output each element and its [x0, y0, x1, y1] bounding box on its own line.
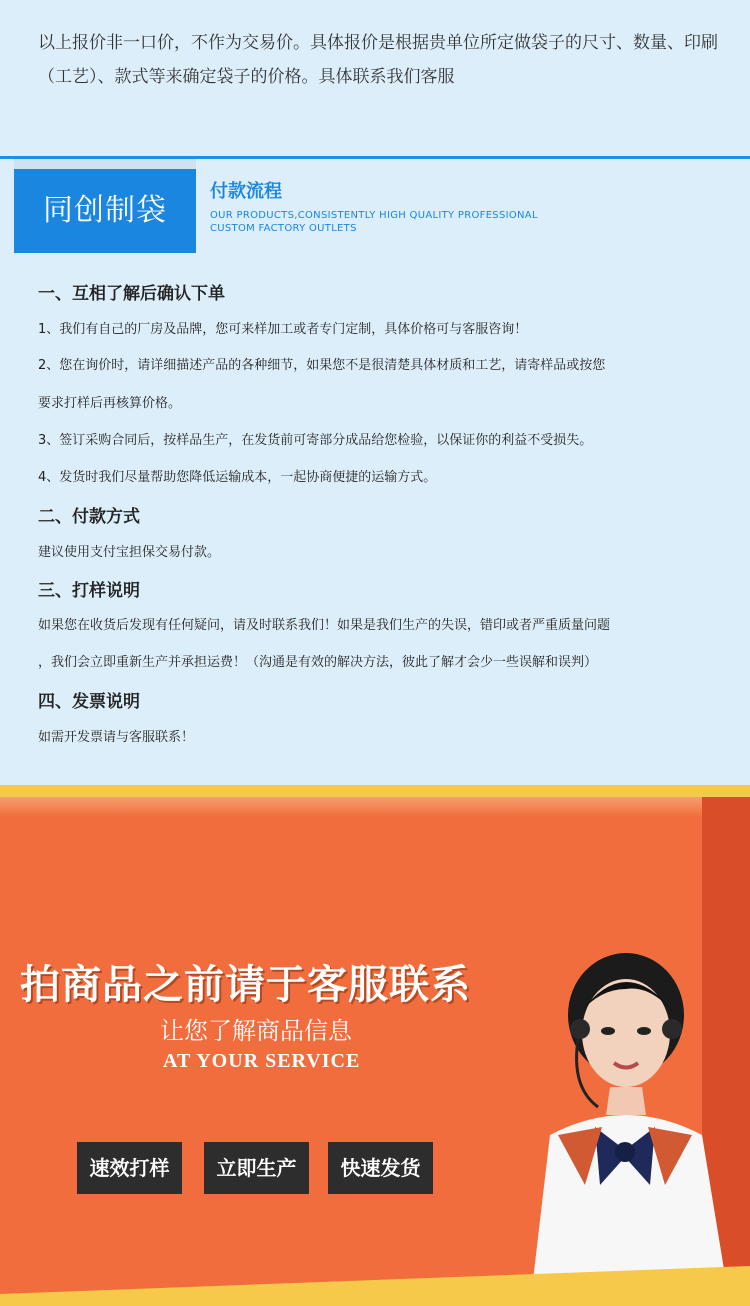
price-note-text: 以上报价非一口价，不作为交易价。具体报价是根据贵单位所定做袋子的尺寸、数量、印刷（工艺）、款式等来确定袋子的价格。具体联系我们客服: [38, 33, 718, 87]
text-line: 2、您在询价时，请详细描述产品的各种细节，如果您不是很清楚具体材质和工艺，请寄样品或按您: [38, 358, 606, 373]
banner-top-band: [0, 785, 750, 797]
produce-now-button[interactable]: 立即生产: [204, 1142, 309, 1194]
brand-box: [14, 169, 196, 253]
banner-title: 拍商品之前请于客服联系: [20, 962, 471, 1008]
brand-name: 同创制袋: [43, 193, 167, 228]
section-subtitle-line-2: CUSTOM FACTORY OUTLETS: [210, 223, 357, 234]
text-line: 3、签订采购合同后，按样品生产，在发货前可寄部分成品给您检验，以保证你的利益不受损失。: [38, 433, 593, 448]
heading-sample-notes: 三、打样说明: [38, 581, 140, 601]
section-subtitle-line-1: OUR PRODUCTS,CONSISTENTLY HIGH QUALITY PROFESSIONAL: [210, 210, 538, 221]
section-subtitle: [210, 209, 590, 235]
text-line: 要求打样后再核算价格。: [38, 396, 182, 411]
section-title: 付款流程: [210, 181, 282, 202]
text-line: 1、我们有自己的厂房及品牌，您可来样加工或者专门定制，具体价格可与客服咨询！: [38, 322, 528, 337]
section-header: [0, 159, 750, 254]
text-line: 4、发货时我们尽量帮助您降低运输成本，一起协商便捷的运输方式。: [38, 470, 437, 485]
customer-service-banner: [0, 785, 750, 1306]
heading-invoice-notes: 四、发票说明: [38, 692, 140, 712]
fast-shipping-button[interactable]: 快速发货: [328, 1142, 433, 1194]
text-line: 如需开发票请与客服联系！: [38, 730, 195, 745]
text-line: 建议使用支付宝担保交易付款。: [38, 545, 221, 560]
banner-subtitle: 让您了解商品信息: [160, 1017, 352, 1045]
price-note-panel: [0, 0, 750, 155]
customer-service-agent-image: [510, 945, 740, 1306]
heading-confirm-order: 一、互相了解后确认下单: [38, 284, 225, 304]
banner-bottom-band: [0, 1266, 750, 1306]
fast-sample-button[interactable]: 速效打样: [77, 1142, 182, 1194]
text-line: 如果您在收货后发现有任何疑问，请及时联系我们！如果是我们生产的失误，错印或者严重质量问题: [38, 618, 611, 633]
banner-3d-top: [0, 797, 750, 817]
banner-english: AT YOUR SERVICE: [163, 1050, 361, 1072]
text-line: ，我们会立即重新生产并承担运费！（沟通是有效的解决方法，彼此了解才会少一些误解和误判）: [38, 655, 598, 670]
heading-payment-method: 二、付款方式: [38, 507, 140, 527]
